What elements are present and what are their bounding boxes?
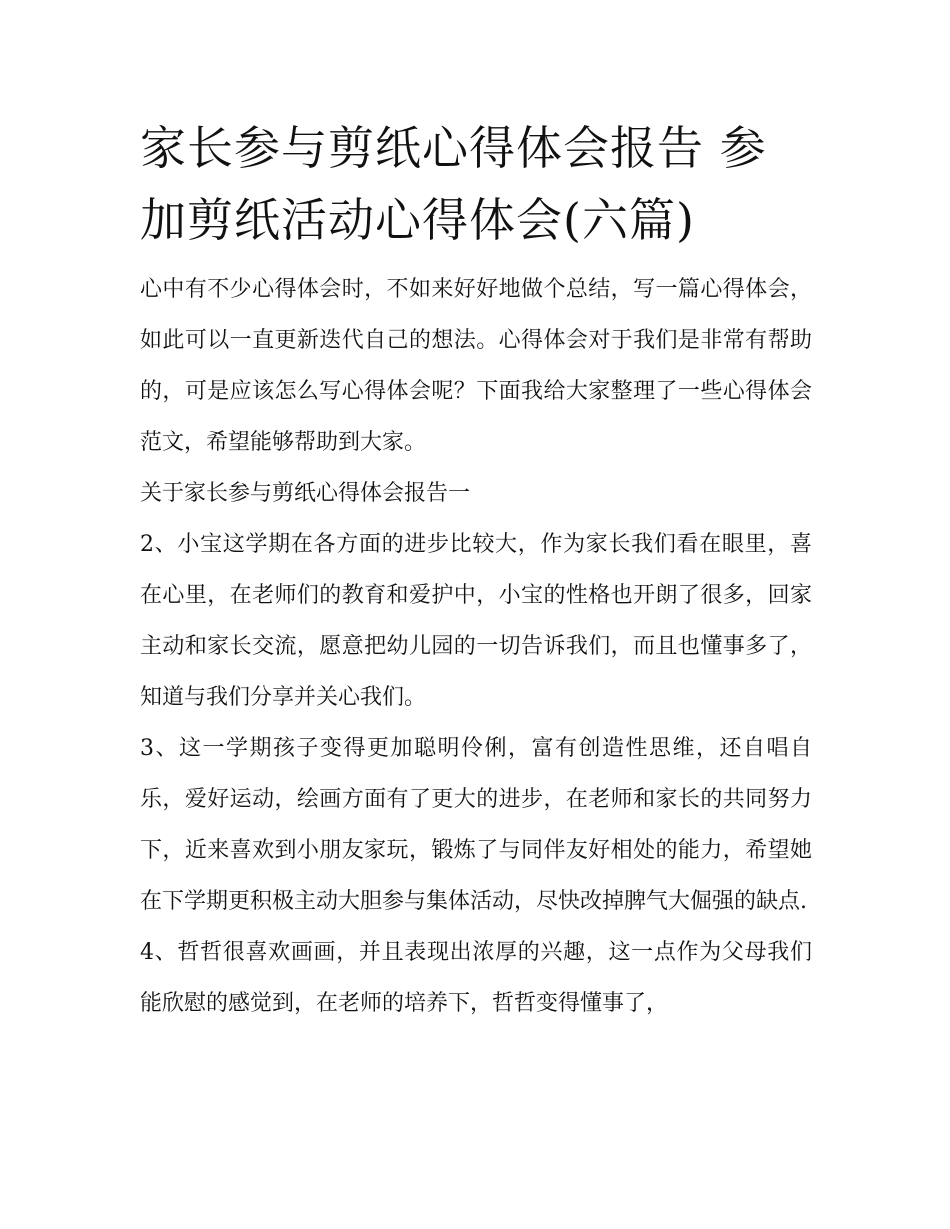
- body-paragraph-4: 4、哲哲很喜欢画画，并且表现出浓厚的兴趣，这一点作为父母我们能欣慰的感觉到，在老师的培养下，哲哲变得懂事了，: [140, 940, 812, 1016]
- body-paragraph-3: 3、这一学期孩子变得更加聪明伶俐，富有创造性思维，还自唱自乐，爱好运动，绘画方面有了更大的进步，在老师和家长的共同努力下，近来喜欢到小朋友家玩，锻炼了与同伴友好相处的能力，希望她在下学期更积极主动大胆参与集体活动，尽快改掉脾气大倔强的缺点.: [140, 736, 812, 914]
- document-page: [140, 112, 812, 1029]
- document-title: 家长参与剪纸心得体会报告 参加剪纸活动心得体会(六篇): [140, 121, 767, 247]
- section-heading: 关于家长参与剪纸心得体会报告一: [140, 481, 471, 506]
- intro-paragraph: 心中有不少心得体会时，不如来好好地做个总结，写一篇心得体会，如此可以一直更新迭代自己的想法。心得体会对于我们是非常有帮助的，可是应该怎么写心得体会呢？下面我给大家整理了一些心得体会范文，希望能够帮助到大家。: [140, 277, 812, 455]
- body-paragraph-2: 2、小宝这学期在各方面的进步比较大，作为家长我们看在眼里，喜在心里，在老师们的教育和爱护中，小宝的性格也开朗了很多，回家主动和家长交流，愿意把幼儿园的一切告诉我们，而且也懂事多了，知道与我们分享并关心我们。: [140, 532, 812, 710]
